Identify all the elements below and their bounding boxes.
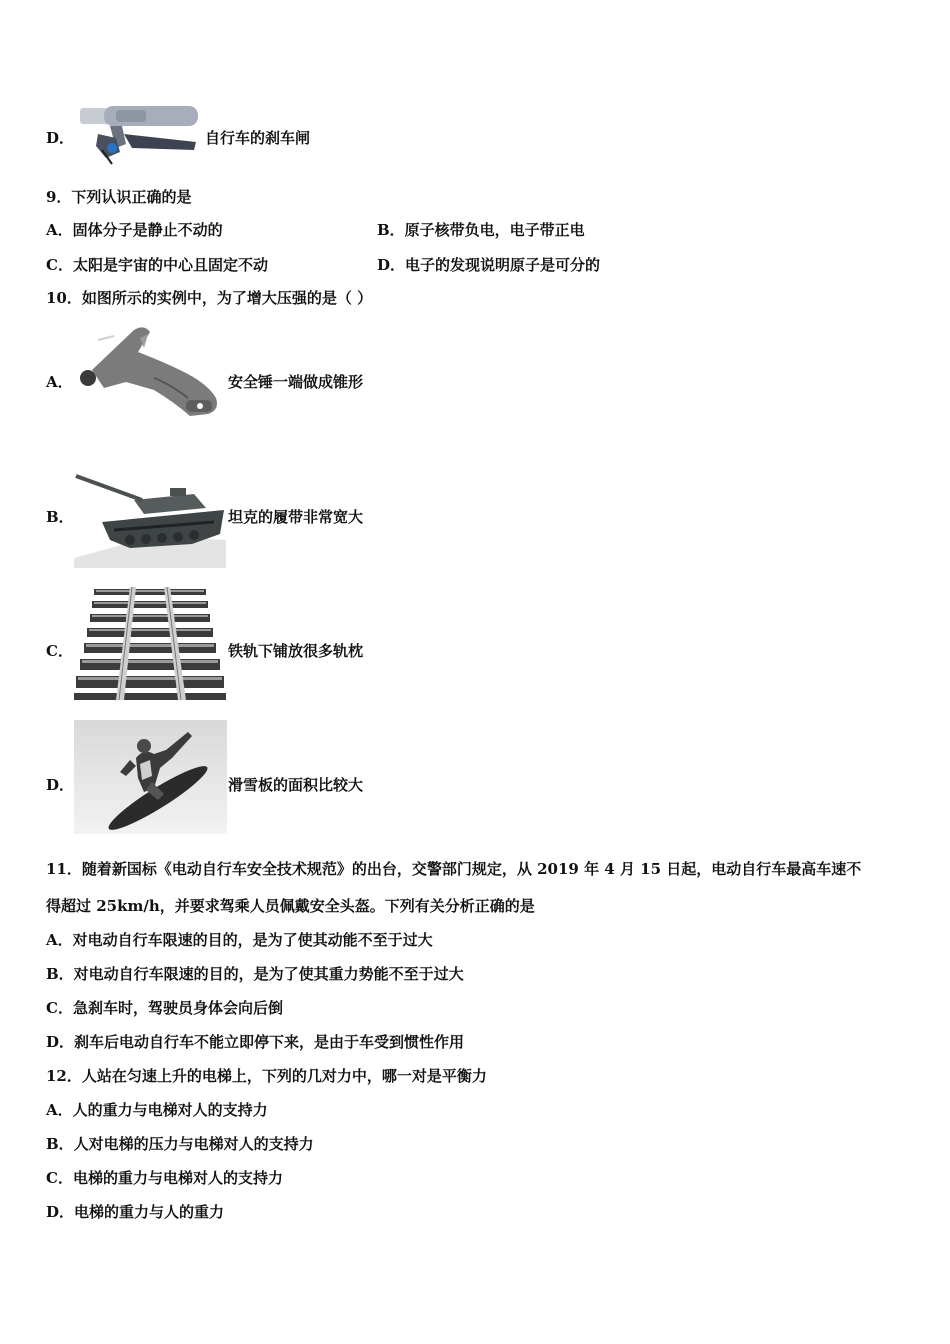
snowboarder-icon (74, 720, 227, 834)
q11-option-b: B．对电动自行车限速的目的，是为了使其重力势能不至于过大 (46, 965, 464, 983)
q10-option-d-label: D． (46, 776, 75, 794)
q10-option-b-label: B． (46, 508, 74, 526)
q10-option-b-caption: 坦克的履带非常宽大 (228, 508, 364, 526)
q12-option-b: B．人对电梯的压力与电梯对人的支持力 (46, 1135, 314, 1153)
q9-option-a: A．固体分子是静止不动的 (46, 221, 223, 239)
q12-option-c: C．电梯的重力与电梯对人的支持力 (46, 1169, 283, 1187)
bicycle-brake-lever-icon (76, 104, 202, 166)
q9-option-d: D．电子的发现说明原子是可分的 (377, 256, 601, 274)
q10-option-c-label: C． (46, 642, 73, 660)
railway-track-icon (74, 587, 226, 700)
q8-option-d-label: D． (46, 129, 75, 147)
q11-stem-line2: 得超过 25km/h，并要求驾乘人员佩戴安全头盔。下列有关分析正确的是 (46, 897, 535, 915)
q11-stem-line1: 11．随着新国标《电动自行车安全技术规范》的出台，交警部门规定，从 2019 年 4 月 15 日起，电动自行车最高车速不 (46, 860, 862, 878)
q12-option-d: D．电梯的重力与人的重力 (46, 1203, 225, 1221)
safety-hammer-icon (74, 318, 226, 426)
q10-option-c-caption: 铁轨下铺放很多轨枕 (228, 642, 364, 660)
q10-option-a-label: A． (46, 373, 73, 391)
tank-icon (74, 460, 226, 568)
q10-option-a-caption: 安全锤一端做成锥形 (228, 373, 364, 391)
q11-option-d: D．刹车后电动自行车不能立即停下来，是由于车受到惯性作用 (46, 1033, 465, 1051)
q10-stem: 10．如图所示的实例中，为了增大压强的是（ ） (46, 289, 373, 307)
q12-stem: 12．人站在匀速上升的电梯上，下列的几对力中，哪一对是平衡力 (46, 1067, 487, 1085)
q9-option-c: C．太阳是宇宙的中心且固定不动 (46, 256, 268, 274)
q9-stem: 9．下列认识正确的是 (46, 188, 192, 206)
q11-option-c: C．急刹车时，驾驶员身体会向后倒 (46, 999, 283, 1017)
q10-option-d-caption: 滑雪板的面积比较大 (228, 776, 364, 794)
q8-option-d-caption: 自行车的刹车闸 (205, 129, 311, 147)
q11-option-a: A．对电动自行车限速的目的，是为了使其动能不至于过大 (46, 931, 433, 949)
q9-option-b: B．原子核带负电，电子带正电 (377, 221, 585, 239)
q12-option-a: A．人的重力与电梯对人的支持力 (46, 1101, 268, 1119)
